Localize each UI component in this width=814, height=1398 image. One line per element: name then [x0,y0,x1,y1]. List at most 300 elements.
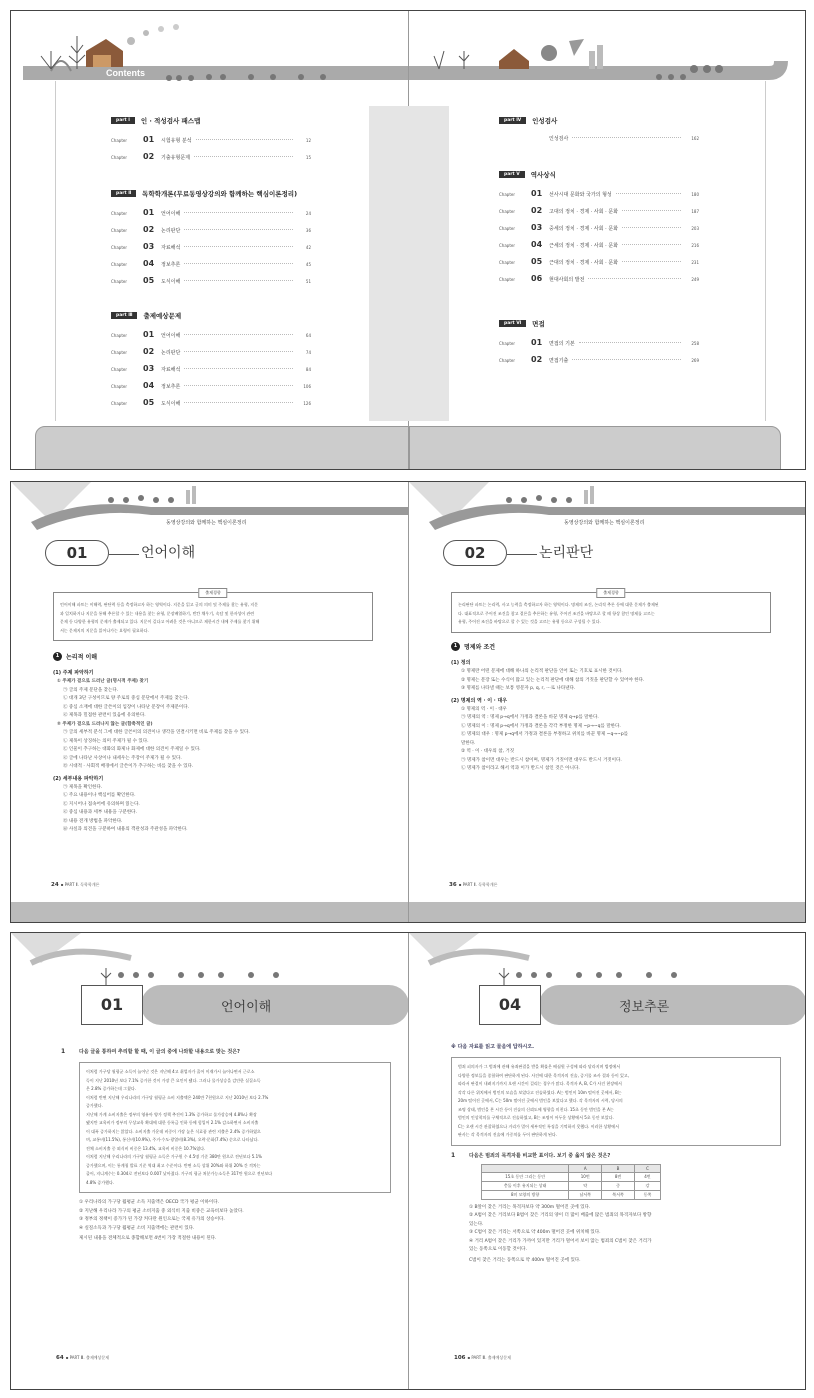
dot-leader [579,342,681,343]
chapter-page: 51 [305,279,311,284]
chapter-label: Chapter [111,211,127,216]
chapter-page: 106 [303,384,311,389]
page-guide-line [55,81,56,421]
passage-line: 각각 다른 위치에서 범인의 모습을 보았다고 진술하였다. A는 범인이 10m 떨어진 곳에서, B는 [458,1089,622,1095]
part-badge: part Ⅵ [499,320,526,327]
chapter-row [499,223,699,232]
passage-line: 다양한 정보들을 종합하여 판단하게 된다. 사건에 대한 목격자의 진술, 증거물 조사 결과 등이 있고, [458,1072,630,1078]
table-header-cell: C [634,1164,660,1172]
part-title: 독학학개론(무료동영상강의와 함께하는 핵심이론정리) [142,190,298,198]
chapter-label: Chapter [111,262,127,267]
body-line: ㉥ 사실과 의견을 구분하여 내용의 객관성과 주관성을 파악한다. [63,827,188,832]
passage-line: 이처럼 가구당 월평균 소득이 늘어난 것은 지난해 4고 취업자가 줄어 이재가시 늘어나면서 근로소 [86,1069,255,1074]
body-line: ② 역 · 이 · 대우의 참, 거짓 [461,749,515,754]
body-line: ㉠ 명제가 참이면 대우는 반드시 참이며, 명제가 거짓이면 대우도 반드시 거짓이다. [461,757,622,763]
passage-line: 전체 소비지출 중 외식비 비중은 13.4%, 교육비 비중은 10.7%였다. [86,1145,206,1151]
contents-left-list [111,116,311,415]
subsection-heading: (2) 세부내용 파악하기 [53,775,104,782]
footer-page-number: 64 [56,1355,64,1361]
chapter-label: Chapter [111,138,127,143]
body-line: ㉡ 명제의 이 : 명제 p→q에서 가정과 결론을 각각 부정한 명제 ~p→~q를 말한다. [461,723,621,729]
dot-leader [622,227,681,228]
passage-line: 판사는 각 목격자의 진술에 가중치를 두어 판단하게 된다. [458,1132,558,1137]
table-cell: 충돌 이후 유지되는 상태 [482,1181,569,1190]
chapter-label: Chapter [111,155,127,160]
option-item: ① 우리나라의 가구당 월평균 소득 지출액은 OECD 국가 평균 이하이다. [79,1200,220,1205]
chapter-page: 64 [305,333,311,338]
chapter-number: 01 [143,208,155,217]
chapter-title: 언어이해 [221,1000,272,1015]
table-cell: 동쪽 [634,1190,660,1199]
table-cell: 4번 [634,1172,660,1181]
practice-page-left [11,933,409,1389]
table-header-row [482,1164,661,1172]
contents-header-illustration [11,11,409,96]
dot-leader [572,359,681,360]
chapter-title: 기출유형문제 [161,155,190,161]
chapter-row [111,347,311,356]
question-block-right [451,1043,781,1265]
subsection-heading: (1) 주제 파악하기 [53,670,94,676]
chapter-label: Chapter [499,192,515,197]
option-item: 있는 동쪽으로 이동할 것이다. [469,1247,527,1252]
question-number: 1 [61,1048,66,1055]
chapter-title: 도식이해 [161,279,181,285]
chapter-title: 논리판단 [161,228,181,234]
theory-page-left [11,482,409,922]
contents-bottom-panel-right [409,426,781,469]
chapter-page: 249 [691,277,699,282]
trend-box-line: 과 일치하거나 지문을 통해 추론할 수 있는 내용을 찾는 유형, 문장배열하기, 빈칸 채우기, 속담 및 한자성어 관련 [60,610,255,616]
table-row [482,1172,661,1181]
chapter-title: 근대의 정치 · 경제 · 사회 · 문화 [549,260,619,266]
trend-box-line: 문제 등 다양한 유형의 문제가 출제되고 있다. 지문이 길다고 어려운 것은 아니므로 제한시간 내에 주제를 찾기 위해 [60,619,260,624]
option-item: ③ C범이 찾은 거리는 서쪽으로 약 400m 떨어진 곳에 위치해 있다. [469,1230,601,1235]
chapter-label: Chapter [111,228,127,233]
passage-box [79,1062,391,1193]
trend-box-line: 언어이해 파트는 이해력, 판단력 등을 측정하고자 하는 영역이다. 지문을 읽고 글의 의미 및 주제를 찾는 유형, 지문 [60,602,259,607]
chapter-number: 03 [143,364,155,373]
body-line: ㉢ 명제의 대우 : 명제 p→q에서 가정과 결론을 부정하고 위치를 바꾼 명제 ~q→~p를 [461,732,629,737]
chapter-number: 02 [143,152,155,161]
option-item: ③ 정부의 정책이 증가가 된 가장 커다란 원인으로는 국제 유가의 상승이다. [79,1217,225,1222]
chapter-label: Chapter [111,245,127,250]
table-cell: 남서쪽 [569,1190,602,1199]
chapter-title: 정보추론 [161,262,181,268]
chapter-row [499,189,699,198]
page-footer-right: 106 ▪ PART Ⅲ. 출제예상문제 [454,1355,511,1361]
chapter-number: 01 [531,189,543,198]
chapter-number-badge-right: 04 [479,985,541,1025]
contents-part [499,116,699,142]
chapter-number: 02 [531,355,543,364]
chapter-page: 24 [305,211,311,216]
chapter-row [499,355,699,364]
chapter-row [499,135,699,142]
dot-leader [184,402,293,403]
footer-part-right: PART Ⅲ. 출제예상문제 [471,1355,511,1360]
trend-box-tag: 출제경향 [198,588,227,598]
chapter-page: 15 [305,155,311,160]
contents-part [111,116,311,161]
body-line: ㉣ 중심 내용과 세부 내용을 구분한다. [63,810,137,815]
table-cell: 8미 모양의 방향 [482,1190,569,1199]
section-heading [53,652,383,661]
chapter-number-badge-right: 02 [443,540,507,566]
passage-line: 따라서 판결이 내려지기까지 오랜 시간이 걸리는 경우가 많다. 목격자 A, B, C가 사건 현장에서 [458,1081,622,1086]
dot-leader [622,244,681,245]
footer-part-right: PART Ⅱ. 독학학개론 [462,882,498,887]
chapter-page: 258 [691,341,699,346]
chapter-label: Chapter [499,243,515,248]
table-header-cell: A [569,1164,602,1172]
chapter-title-rule-right [507,554,537,555]
chapter-page: 12 [305,138,311,143]
chapter-title: 정보추론 [161,384,181,390]
answer-note-right [469,1257,781,1266]
theory-body [53,642,383,835]
chapter-title: 논리판단 [161,350,181,356]
dot-leader [622,261,681,262]
chapter-number: 01 [143,135,155,144]
table-cell: 8번 [602,1172,635,1181]
chapter-label: Chapter [111,401,127,406]
body-line: ㉡ 대개 3단 구성이므로 양 주로의 중심 문단에서 주제를 찾는다. [63,696,189,701]
body-line: ㉠ 글의 주제 문단을 찾는다. [63,687,119,693]
part-heading [499,319,699,328]
passage-line: 이처럼 반면 지난해 우리나라의 가구당 월평균 소비 지출액은 240만 7천원으로 지난 2010년 보다 2.7% [86,1094,269,1100]
chapter-title: 면접의 기본 [549,341,575,347]
part-badge: part Ⅰ [111,117,135,124]
chapter-title-rule [109,554,139,555]
footer-part: PART Ⅱ. 독학학개론 [64,882,100,887]
question-text: 다음 글을 통하여 추리할 할 때, 이 글의 중에 나와할 내용으로 맞는 것은? [79,1049,240,1055]
chapter-page: 180 [691,192,699,197]
theory-page-right [409,482,806,922]
question-block [61,1048,391,1244]
chapter-number: 01 [143,330,155,339]
option-item: ① B앞이 찾은 거리는 목격자보다 약 300m 떨어진 곳에 있다. [469,1204,591,1210]
chapter-row [499,257,699,266]
chapter-row [111,398,311,407]
practice-spread [10,932,806,1390]
practice-page-right [409,933,806,1389]
trend-box-line: 서는 문제지의 지문을 읽어나가는 요령이 필요하다. [60,627,149,633]
dot-leader [184,385,293,386]
table-cell: 북서쪽 [602,1190,635,1199]
part-badge: part Ⅱ [111,190,136,197]
chapter-page: 84 [305,367,311,372]
section-number: 1 [53,652,62,661]
chapter-label: Chapter [499,209,515,214]
part-badge: part Ⅲ [111,312,137,319]
dot-leader [184,212,293,213]
contents-page-left [11,11,409,469]
dot-leader [622,210,681,211]
chapter-number: 03 [143,242,155,251]
part-heading [111,311,311,320]
chapter-number: 03 [531,223,543,232]
part-heading [499,170,699,179]
passage-line: 20m 떨어진 곳에서, C는 50m 떨어진 곳에서 범인을 보았다고 했다. 각 목격자의 시력, 당시의 [458,1098,623,1103]
trend-box-line: 유형, 주어진 조건을 바탕으로 할 수 있는 것을 고르는 유형 등으로 구성될 수 있다. [458,619,601,624]
trend-box [53,592,373,641]
chapter-row [111,381,311,390]
chapter-number: 04 [531,240,543,249]
dot-leader [588,278,681,279]
chapter-title: 시험유형 분석 [161,138,192,144]
chapter-row [111,152,311,161]
options-list [79,1199,391,1233]
body-line: 말한다. [461,740,476,746]
chapter-row [499,274,699,283]
body-point: ② 주제가 겉으로 드러나지 않는 글(함축적인 글) [57,721,153,727]
chapter-number: 05 [143,398,155,407]
part-title: 출제예상문제 [143,312,182,320]
part-heading [111,116,311,125]
passage-line: 득이 지난 2010년 보다 7.1% 증가한 것이 가장 큰 요인이 됐다. 그러나 물가상승을 감안한 실질소득 [86,1077,261,1083]
table-cell: 10번 [569,1172,602,1181]
contents-page-right [409,11,806,469]
dot-leader [194,156,293,157]
chapter-label: Chapter [111,350,127,355]
chapter-number-badge: 01 [81,985,143,1025]
section-title-right: 명제와 조건 [464,644,496,651]
body-line: ㉠ 명제의 역 : 명제 p→q에서 가정과 결론을 바꾼 명제 q→p를 말한다. [461,715,599,720]
theory-banner: 동영상강의와 함께하는 핵심이론정리 [166,520,247,526]
chapter-page: 45 [305,262,311,267]
passage-line: 범인의 인상착의를 구체적으로 진술하였고, B는 조명이 어두운 상황에서 5초 동안 보았다. [458,1115,614,1120]
table-header-cell [482,1164,569,1172]
practice-header-illustration [11,933,409,1043]
chapter-title: 선사시대 문화와 국가의 형성 [549,192,612,198]
passage-line: 며, 교통비(11.5%), 통신비(10.9%), 주거·수도·광열비(8.3%), 오락·문화(7.4%) 순으로 나타났다. [86,1137,259,1142]
chapter-row [499,206,699,215]
page-guide-line-right [765,81,766,421]
body-line: ㉠ 글의 세부적 분석 그에 대한 글쓴이의 의견이나 생각을 연결시키면 비로 주제를 찾을 수 있다. [63,730,250,735]
section-number-right: 1 [451,642,460,651]
passage-line: 이처럼 지난해 우리나라의 가구당 월평균 소득은 가구원 수 4.5명 기준 380만 원으로 전년보다 5.1% [86,1154,262,1159]
table-header-cell: B [602,1164,635,1172]
subsection-heading: (2) 명제의 역 · 이 · 대우 [451,697,508,704]
subsection-heading: (1) 정의 [451,660,471,666]
center-gutter [369,106,449,421]
body-line: ③ 명제를 나타낼 때는 보통 영문자 p, q, r, ⋯로 나타낸다. [461,686,576,691]
dot-leader [184,351,293,352]
contents-part [499,170,699,283]
body-line: ① 명제의 역 · 이 · 대우 [461,706,507,712]
chapter-title-right: 논리판단 [539,545,594,561]
practice-header-illustration-right [409,933,806,1043]
theory-body-right [451,632,781,774]
body-line: ㉢ 지시어나 접속어에 유의하며 읽는다. [63,801,140,807]
chapter-page: 42 [305,245,311,250]
passage-line: 범죄 피의자가 그 범죄에 관해 유죄판결을 받을 확률은 배심원 구성에 따라 달라지며 법정에서 [458,1064,621,1069]
option-item: ④ 거리 A범이 찾은 거리가 가까이 있지만 거리가 멀어서 보이 않는 범죄의 C범이 찾은 거리가 [469,1238,652,1244]
chapter-title: 자료해석 [161,245,181,251]
option-item: 있는다. [469,1221,484,1227]
chapter-page: 216 [691,243,699,248]
trend-box-line: 다. 대표적으로 주어진 조건을 참고 결론을 추론하는 유형, 주어진 조건을 바탕으로 할 때 항상 참인 명제를 고르는 [458,610,655,616]
chapter-title: 현대사회의 발전 [549,277,585,283]
passage-line: 은 2.8% 증가하는데 그쳤다. [86,1086,137,1091]
chapter-title: 인성검사 [549,136,569,142]
contents-right-list [499,116,699,372]
comparison-table [481,1164,661,1200]
passage-line: 조명 상태, 범인을 본 시간 등이 진술의 신뢰도에 영향을 미친다. 15초 동안 범인을 본 A는 [458,1106,614,1112]
chapter-number: 01 [531,338,543,347]
body-line: ㉤ 내용 전개 방법을 파악한다. [63,818,123,824]
chapter-row [111,330,311,339]
body-line: ㉡ 제목이 상징하는 의미 주제가 될 수 있다. [63,738,149,744]
contents-spread [10,10,806,470]
footer-page-number: 24 [51,882,59,888]
body-line: ㉣ 글에 나타난 사상이나 내세우는 주장이 주제가 될 수 있다. [63,755,182,761]
table-row [482,1190,661,1199]
intro-text: ※ 다음 자료를 읽고 물음에 답하시오. [451,1044,535,1050]
part-badge: part Ⅳ [499,117,526,124]
part-heading [499,116,699,125]
chapter-row [111,208,311,217]
chapter-title: 언어이해 [161,333,181,339]
chapter-label: Chapter [499,226,515,231]
option-item: ④ 실질소득과 가구당 월평균 소비 지출액에는 관련이 있다. [79,1225,195,1231]
passage-line: 지난해 가계 소비지출은 정부의 영유아 양가 정책 추진이 1.3% 증가하고 물가상승에 4.8%나 확장 [86,1111,257,1117]
trend-box-tag-right: 출제경향 [596,588,625,598]
table-cell: 강 [634,1181,660,1190]
contents-part [499,319,699,364]
chapter-label: Chapter [499,260,515,265]
body-line: ② 명제는 문장 또는 수식이 많고 있는 논리적 판단에 대해 참의 거짓을 판단할 수 있어야 한다. [461,677,645,683]
chapter-number: 05 [143,276,155,285]
chapter-row [499,338,699,347]
body-line: ㉢ 중심 소재에 대한 글쓴이의 입장이 나타난 문장이 주제문이다. [63,704,190,710]
option-item: ② A범이 찾은 거리보다 B범이 찾은 거리의 양이 더 많이 배출에 많은 범죄의 목격자보다 방향 [469,1213,652,1218]
contents-bottom-panel [35,426,409,469]
chapter-title: 중세의 정치 · 경제 · 사회 · 문화 [549,226,619,232]
contents-part [111,311,311,407]
option-item: ② 지난해 우리나라 가구의 평균 소비지출 중 외식비 지출 비중은 교육비보다 높았다. [79,1208,244,1214]
part-title: 인성검사 [532,117,558,125]
chapter-page: 231 [691,260,699,265]
chapter-title: 면접기출 [549,358,569,364]
chapter-title: 고대의 정치 · 경제 · 사회 · 문화 [549,209,619,215]
chapter-label: Chapter [499,358,515,363]
chapter-number: 02 [531,206,543,215]
part-badge: part Ⅴ [499,171,525,178]
chapter-label: Chapter [111,279,127,284]
passage-line: 이 대폭 증가하지는 않았다. 소비지출 가운데 비중이 가장 높은 식료품 관련 지출은 2.4% 증가하였으 [86,1128,261,1134]
dot-leader [184,368,293,369]
dot-leader [184,280,293,281]
chapter-title: 언어이해 [141,545,196,561]
answer-note-text-right: C범이 찾은 거리는 동쪽으로 약 400m 떨어진 곳에 있다. [469,1257,581,1263]
table-cell: 15초 동안 그리는 동안 [482,1172,569,1181]
passage-line: 줄어, 지니계수는 0.304로 전년보다 0.007 낮아졌다. 가구의 평균 처분가능소득은 317만 원으로 전년보다 [86,1171,273,1176]
chapter-page: 36 [305,228,311,233]
question-row-right [451,1152,781,1160]
theory-banner-right: 동영상강의와 함께하는 핵심이론정리 [564,520,645,526]
passage-box-right [451,1057,781,1146]
chapter-page: 126 [303,401,311,406]
body-point: ① 주제가 겉으로 드러난 글(명시적 주제) 찾기 [57,679,149,684]
question-text-right: 다음은 범죄의 목격자를 비교한 표이다. 보기 중 옳지 않은 것은? [469,1152,611,1159]
chapter-number: 02 [143,347,155,356]
chapter-label: Chapter [499,341,515,346]
chapter-row [111,225,311,234]
table-cell: 중 [602,1181,635,1190]
footer-page-number-right: 106 [454,1355,466,1361]
chapter-number: 06 [531,274,543,283]
chapter-title: 근세의 정치 · 경제 · 사회 · 문화 [549,243,619,249]
part-heading [111,189,311,198]
body-line: ㉡ 주요 내용이나 핵심어를 확인한다. [63,793,136,798]
page-footer: 64 ▪ PART Ⅲ. 출제예상문제 [56,1355,110,1361]
body-line: ㉤ 시대적 · 사회적 배경에서 글쓴이가 추구하는 바를 찾을 수 있다. [63,764,194,769]
chapter-row [111,364,311,373]
page-footer: 24 ▪ PART Ⅱ. 독학학개론 [51,882,100,888]
passage-line: 4.8% 증가했다. [86,1179,115,1185]
question-row [61,1048,391,1056]
chapter-title-right: 정보추론 [619,1000,670,1015]
chapter-number: 04 [143,259,155,268]
chapter-row [111,135,311,144]
chapter-title: 자료해석 [161,367,181,373]
trend-box-line: 논리판단 파트는 논리력, 사고 능력을 측정하고자 하는 영역이다. 명제의 조건, 논리적 추론 등에 대한 문제가 출제된 [458,602,659,607]
chapter-label: Chapter [111,333,127,338]
chapter-number-badge: 01 [45,540,109,566]
theory-spread [10,481,806,923]
chapter-row [111,276,311,285]
chapter-row [499,240,699,249]
dot-leader [616,193,681,194]
dot-leader [196,139,293,140]
chapter-number: 02 [143,225,155,234]
chapter-number: 04 [143,381,155,390]
question-number-right: 1 [451,1151,456,1159]
dot-leader [184,263,293,264]
passage-line: 증가했으며, 이는 통계청 발표 기준 역대 최고 수준이다. 반면 소득 상위 20%와 하위 20% 간 격차는 [86,1162,261,1168]
passage-line: C는 오랜 시간 관찰하였으나 거리가 멀어 세부적인 특징을 기억하지 못했다. 이러한 상황에서 [458,1123,620,1129]
chapter-label: Chapter [111,367,127,372]
body-line: ㉡ 명제가 참이라고 해서 역과 이가 반드시 참인 것은 아니다. [461,766,580,771]
contents-title: Contents [106,68,145,78]
passage-line: 됐지만 교육비가 정부의 무상교육 확대에 대한 등록금 인하 등에 힘입어 2.1% 감소하면서 소비지출 [86,1120,259,1125]
chapter-label: Chapter [499,277,515,282]
chapter-number: 05 [531,257,543,266]
dot-leader [572,137,681,138]
footer-part: PART Ⅲ. 출제예상문제 [69,1355,110,1360]
section-heading-right [451,642,781,651]
table-row [482,1181,661,1190]
chapter-row [111,259,311,268]
chapter-page: 203 [691,226,699,231]
chapter-page: 269 [691,358,699,363]
answer-note [79,1235,391,1244]
page-footer-right: 36 ▪ PART Ⅱ. 독학학개론 [449,882,498,888]
trend-box-right [451,592,771,633]
chapter-page: 162 [691,136,699,141]
chapter-title: 도식이해 [161,401,181,407]
body-line: ㉣ 제목과 밀접한 관련이 있음에 유의한다. [63,713,146,718]
answer-note-text: 제시된 내용을 전체적으로 종합해보면 4번이 가장 적절한 내용이 된다. [79,1236,217,1241]
footer-page-number-right: 36 [449,882,457,888]
page-bottom-band [11,902,409,922]
chapter-title: 언어이해 [161,211,181,217]
part-title: 면접 [532,320,545,328]
body-line: ㉢ 인물이 추구하는 대화의 화제나 화제에 대한 의견이 주제일 수 있다. [63,747,201,752]
dot-leader [184,246,293,247]
